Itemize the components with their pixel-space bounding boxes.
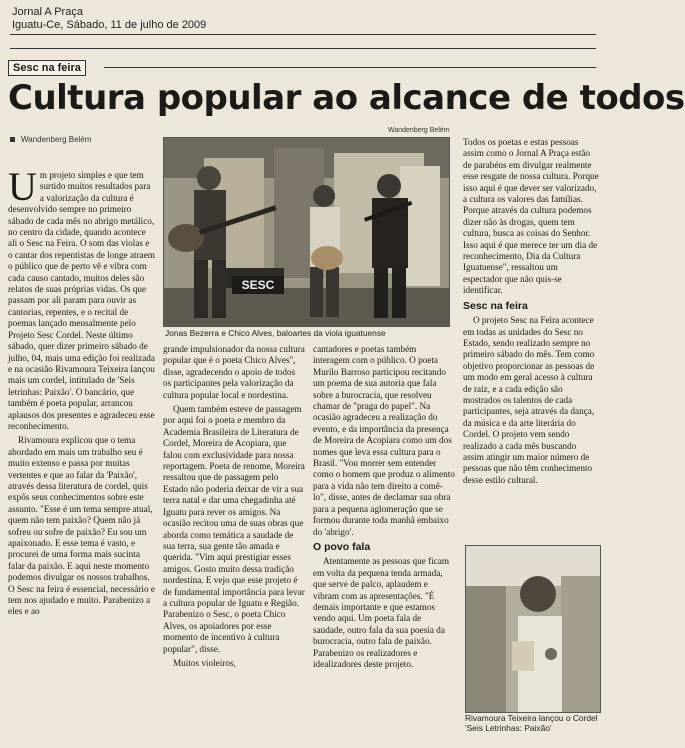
subhead-sesc-na-feira: Sesc na feira xyxy=(463,299,528,312)
column-3-paragraph-1: cantadores e poetas também interagem com o público. O poeta Murilo Barroso participou recitando um poema de sua autoria que fala sobre a burocracia, que resolveu chamar de "praga do papel". Na ocasião agradeceu a realização do evento, e da importância da presença de Moreira de Acopiara como um dos nomes que leva essa cultura para o Brasil. "Vou morrer sem entender como o homem que produz o alimento para a vida não tem direito a comê-lo", disse, antes de declamar sua obra para a pequena aglomeração que se formou durante toda manhã embaixo do 'abrigo'. xyxy=(313,344,455,537)
sesc-banner: SESC xyxy=(232,276,284,294)
column-1-paragraph-2: Rivamoura explicou que o tema abordado em mais um trabalho seu é muito extenso e passa por muitas vertentes e que ao falar da 'Paixão', através dessa literatura de cordel, quis expôs seus conhecimentos sobre este assunto. "Esse é um tema sempre atual, quem não tem paixão? Quem não já sofreu ou sofre de paixão? Eu sou um apaixonado. E esse tema é vasto, e procurei de uma forma mais sucinta falar da paixão. E aqui neste momento podemos divulgar os nossos trabalhos. O Sesc na feira é essencial, necessário e tem nos ajudado e muito. Parabenizo a eles e ao xyxy=(8,435,155,617)
article-column-3 xyxy=(313,344,455,673)
photo-caption: Jonas Bezerra e Chico Alves, baloartes da viola iguatuense xyxy=(165,328,386,338)
column-1-text-1: m projeto simples e que tem surtido muitos resultados para a valorização da cultura é desenvolvido sempre no primeiro sábado de cada mês no abrigo metálico, no centro da cidade, quando acontece ali o Sesc na Feira. O som das violas e o cantar dos repentistas de longe atraem o público que de perto vê e vibra com cada causo cantado, muitos deles são relatos de suas próprias vidas. Os que passam por ali param para ouvir as cantorias, repentes, e o recital de poemas lançado mensalmente pelo Projeto Sesc Cordel. Neste último sábado, quer dizer primeiro sábado de julho, 04, mais uma edição foi realizada e na ocasião Rivamoura Teixeira lançou mais um cordel, intitulado de 'Seis letrinhas: Paixão'. O bancário, que também é poeta popular, arrancou aplausos dos presentes e agradeceu esse reconhecimento. xyxy=(8,170,155,431)
drop-cap: U xyxy=(8,164,37,209)
column-3-paragraph-2: Atentamente as pessoas que ficam em volta da pequena tenda armada, que serve de palco, aplaudem e vibram com as apresentações. "É demais importante e que estamos vendo aqui. Um poeta fala de saudade, outro fala da sua poesia da burocracia, outro fala de paixão. Parabenizo os realizadores e idealizadores deste projeto. xyxy=(313,556,450,669)
publication-name: Jornal A Praça xyxy=(12,6,83,18)
column-2-paragraph-2: Quem também esteve de passagem por aqui foi o poeta e membro da Academia Brasileira de Literatura de Cordel, Moreira de Acopiara, que falou com exclusividade para nossa reportagem. Poeta de renome, Moreira ressaltou que de passagem pelo Estado não poderia deixar de vir a sua terra natal e dar uma chegadinha até Iguatu para rever os amigos. Na ocasião recitou uma de suas obras que aborda como temática a saudade de sua terra, sua gente tão amada e querida. "Vim aqui prestigiar esses amigos. Gosto muito dessa tradição nordestina. E vejo que esse projeto é de fundamental importância para levar a cultura popular de Iguatu e Região. Parabenizo o Sesc, o poeta Chico Alves, os apoiadores por esse momento de incentivo à cultura popular", disse. xyxy=(163,404,305,654)
section-rule xyxy=(104,67,596,68)
article-column-2 xyxy=(163,344,305,672)
column-1-paragraph-1 xyxy=(8,164,155,432)
performers-photo-graphic xyxy=(164,138,449,326)
section-tag: Sesc na feira xyxy=(8,60,86,76)
performers-photo xyxy=(163,137,450,327)
rivamoura-caption: Rivamoura Teixeira lançou o Cordel 'Seis Letrinhas: Paixão' xyxy=(465,713,598,733)
subhead-o-povo-fala: O povo fala xyxy=(313,540,371,553)
masthead-rule-lower xyxy=(10,48,596,49)
article-column-4 xyxy=(463,137,599,489)
rivamoura-photo xyxy=(465,545,601,713)
dateline: Iguatu-Ce, Sábado, 11 de julho de 2009 xyxy=(12,19,207,31)
photo-credit: Wandenberg Belém xyxy=(388,127,450,134)
byline-author: Wandenberg Belém xyxy=(21,135,92,144)
column-4-paragraph-2: O projeto Sesc na Feira acontece em todas as unidades do Sesc no Estado, sendo realizado sempre no primeiro sábado do mês. Tem como objetivo proporcionar as pessoas de um modo em geral acesso à cultura de raiz, e a cada edição são mostrados os talentos de cada participantes, seja através da dança, da música e da arte literária do Cordel. O projeto vem sendo realizado a cada mês buscando assim atingir um maior número de pessoas que não têm conhecimento desse estilo cultural. xyxy=(463,315,595,485)
article-column-1 xyxy=(8,164,155,621)
masthead-rule xyxy=(10,34,596,35)
byline-square-icon xyxy=(10,137,15,142)
masthead xyxy=(12,6,597,32)
column-4-paragraph-1: Todos os poetas e estas pessoas assim como o Jornal A Praça estão de parabéns em divulgar realmente esse resgate de nossa cultura. Porque isso aqui é que dever ser valorizado, a cultura os valores das famílias. Porque através da cultura podemos dizer não às drogas, quem tem cultura, busca as coisas do Senhor. Isso aqui é que merece ter um dia de reconhecimento, Dia da Cultura Iguatuense", ressaltou um espectador que não quis-se identificar. xyxy=(463,137,599,296)
column-2-paragraph-3: Muitos violeiros, xyxy=(173,657,236,668)
rivamoura-photo-graphic xyxy=(466,546,600,712)
headline: Cultura popular ao alcance de todos xyxy=(8,78,685,118)
byline xyxy=(10,135,91,144)
column-2-paragraph-1: grande impulsionador da nossa cultura popular que é o poeta Chico Alves", disse, agradecendo o apoio de todos os participantes pela valorização da cultura popular local e nordestina. xyxy=(163,344,305,400)
